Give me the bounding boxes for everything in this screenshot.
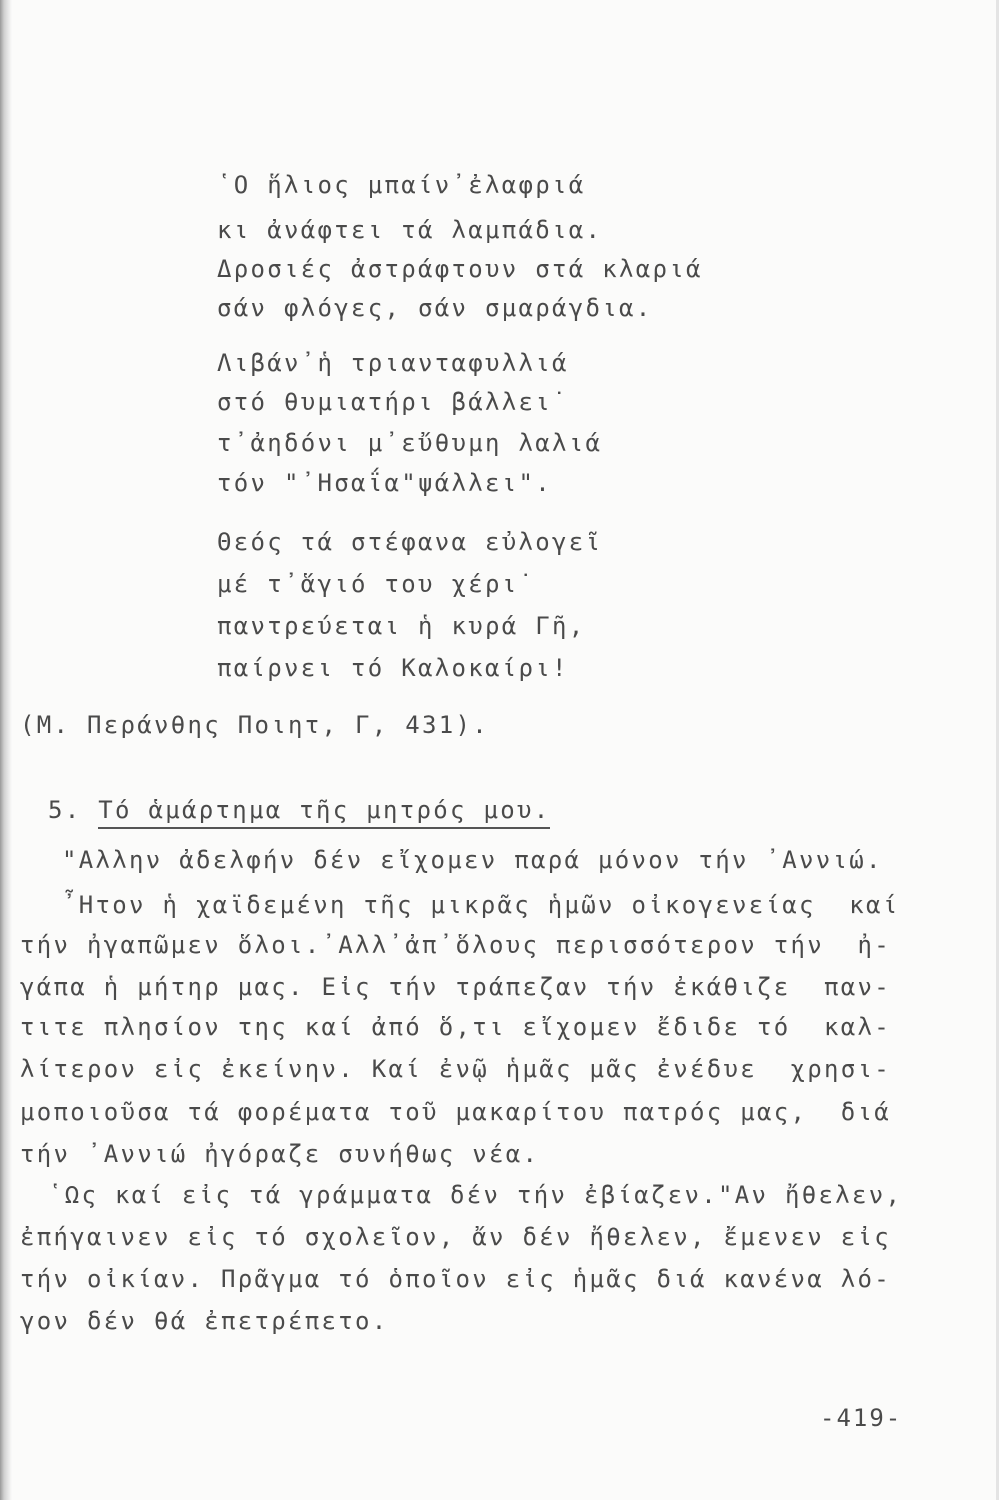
poem-line: μέ τ᾽ἅγιό του χέρι˙: [217, 570, 536, 598]
body-line: γάπα ἡ μήτηρ μας. Εἰς τήν τράπεζαν τήν ἐκάθιζε παν-: [20, 973, 891, 1001]
body-line: τήν ἠγαπῶμεν ὅλοι.᾽Αλλ᾽ἀπ᾽ὅλους περισσότερον τήν ἠ-: [20, 931, 891, 959]
body-line: ἐπήγαινεν εἰς τό σχολεῖον, ἄν δέν ἤθελεν, ἔμενεν εἰς: [20, 1223, 891, 1251]
body-line: λίτερον εἰς ἐκείνην. Καί ἐνῷ ἡμᾶς μᾶς ἐνέδυε χρησι-: [20, 1055, 891, 1083]
poem-line: στό θυμιατήρι βάλλει˙: [217, 388, 569, 416]
page-binding-edge: [0, 0, 12, 1500]
section-title: Τό ἁμάρτημα τῆς μητρός μου.: [98, 796, 550, 829]
body-line: τιτε πλησίον της καί ἀπό ὅ,τι εἴχομεν ἔδιδε τό καλ-: [20, 1013, 891, 1041]
poem-line: ῾Ο ἥλιος μπαίν᾽ἐλαφριά: [217, 171, 586, 199]
body-line: ῾Ως καί εἰς τά γράμματα δέν τήν ἐβίαζεν."Αν ἤθελεν,: [48, 1181, 903, 1209]
body-line: μοποιοῦσα τά φορέματα τοῦ μακαρίτου πατρός μας, διά: [20, 1098, 891, 1126]
poem-line: Λιβάν᾽ἡ τριανταφυλλιά: [217, 349, 569, 377]
body-line: τήν οἰκίαν. Πρᾶγμα τό ὁποῖον εἰς ἡμᾶς διά κανένα λό-: [20, 1265, 891, 1293]
poem-line: παντρεύεται ἡ κυρά Γῆ,: [217, 612, 586, 640]
poem-line: Δροσιές ἀστράφτουν στά κλαριά: [217, 255, 703, 283]
body-line: "Αλλην ἀδελφήν δέν εἴχομεν παρά μόνον τήν ᾽Αννιώ.: [62, 846, 883, 874]
poem-line: Θεός τά στέφανα εὐλογεῖ: [217, 528, 603, 556]
poem-line: τ᾽ἀηδόνι μ᾽εὔθυμη λαλιά: [217, 429, 603, 457]
body-line: τήν ᾽Αννιώ ἠγόραζε συνήθως νέα.: [20, 1140, 540, 1168]
section-heading: [48, 796, 550, 824]
poem-line: παίρνει τό Καλοκαίρι!: [217, 654, 569, 682]
body-line: ῏Ητον ἡ χαϊδεμένη τῆς μικρᾶς ἡμῶν οἰκογενείας καί: [62, 891, 900, 919]
poem-line: τόν "᾽Ησαΐα"ψάλλει".: [217, 469, 552, 497]
poem-line: κι ἀνάφτει τά λαμπάδια.: [217, 216, 603, 244]
page-number: -419-: [820, 1404, 903, 1432]
poem-citation: (Μ. Περάνθης Ποιητ, Γ, 431).: [20, 711, 489, 739]
section-number: 5.: [48, 796, 82, 824]
body-line: γον δέν θά ἐπετρέπετο.: [20, 1307, 389, 1335]
poem-line: σάν φλόγες, σάν σμαράγδια.: [217, 294, 653, 322]
